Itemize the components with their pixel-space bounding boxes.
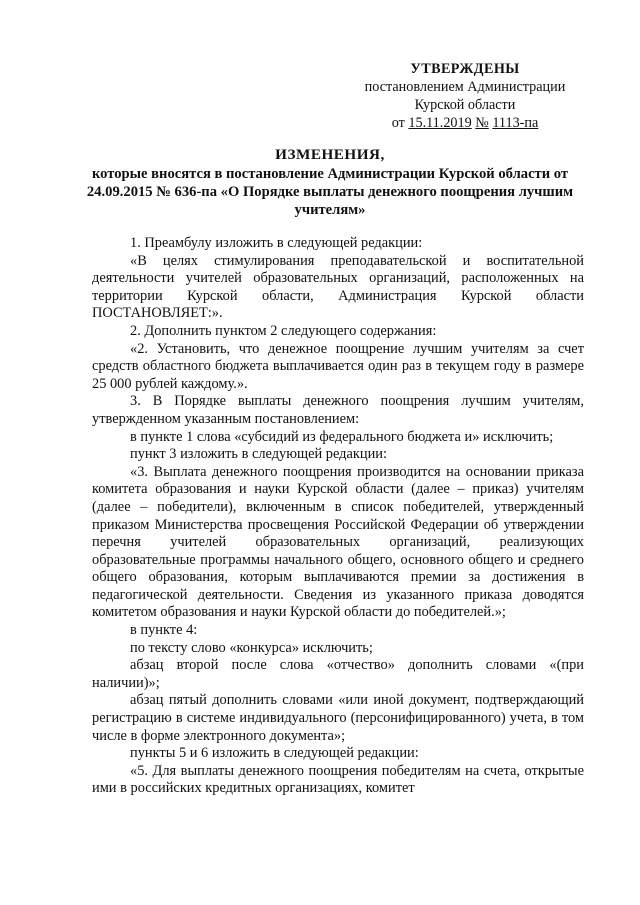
approval-date-number [345,114,585,132]
paragraph: 1. Преамбулу изложить в следующей редакции: [130,235,423,251]
paragraph: абзац пятый дополнить словами «или иной документ, подтверждающий регистрацию в системе индивидуального (персонифицированного) учета, в том числе в форме электронного документа»; [92,692,584,744]
paragraph: по тексту слово «конкурса» исключить; [130,639,373,656]
document-body [92,235,584,798]
approval-number: 1113-па [492,115,539,131]
paragraph: «В целях стимулирования преподавательской и воспитательной деятельности учителей образовательных организаций, расположенных на территории Курской области, Администрация Курской области ПОСТАНОВЛЯЕТ:». [92,252,584,322]
paragraph: 3. В Порядке выплаты денежного поощрения лучшим учителям, утвержденном указанным постановлением: [92,393,584,427]
paragraph: в пункте 1 слова «субсидий из федерального бюджета и» исключить; [130,428,554,445]
approval-line-1: постановлением Администрации [364,79,566,95]
approval-stamp [345,60,585,132]
approval-line-2: Курской области [414,97,516,113]
paragraph: абзац второй после слова «отчество» дополнить словами «(при наличии)»; [92,657,584,691]
document-heading: ИЗМЕНЕНИЯ, [275,146,385,163]
paragraph: 2. Дополнить пунктом 2 следующего содержания: [130,322,437,339]
approval-from-prefix: от [391,115,405,131]
approval-number-sign: № [475,115,489,131]
paragraph: «2. Установить, что денежное поощрение лучшим учителям за счет средств областного бюджета выплачивается один раз в текущем году в размере 25 000 рублей каждому.». [92,340,584,392]
paragraph: «5. Для выплаты денежного поощрения победителям на счета, открытые ими в российских кредитных организациях, комитет [92,762,584,797]
document-subtitle: которые вносятся в постановление Администрации Курской области от 24.09.2015 № 636-па «О Порядке выплаты денежного поощрения лучшим учителям» [86,166,574,218]
approval-date: 15.11.2019 [408,115,472,131]
paragraph: в пункте 4: [130,622,198,639]
approval-title: УТВЕРЖДЕНЫ [410,61,520,77]
paragraph: пункты 5 и 6 изложить в следующей редакции: [130,745,419,762]
paragraph: «3. Выплата денежного поощрения производится на основании приказа комитета образования и науки Курской области (далее – приказ) учителям (далее – победители), включенным в список победителей, утвержденный приказом Министерства просвещения Российской Федерации об утверждении перечня учителей образовательных организаций, реализующих образовательные программы начального общего, основного общего и среднего общего образования, которым выплачиваются премии за достижения в педагогической деятельности. Сведения из указанного приказа доводятся комитетом образования и науки Курской области до победителей.»; [92,463,584,621]
paragraph: пункт 3 изложить в следующей редакции: [130,446,387,463]
document-title [60,146,600,219]
